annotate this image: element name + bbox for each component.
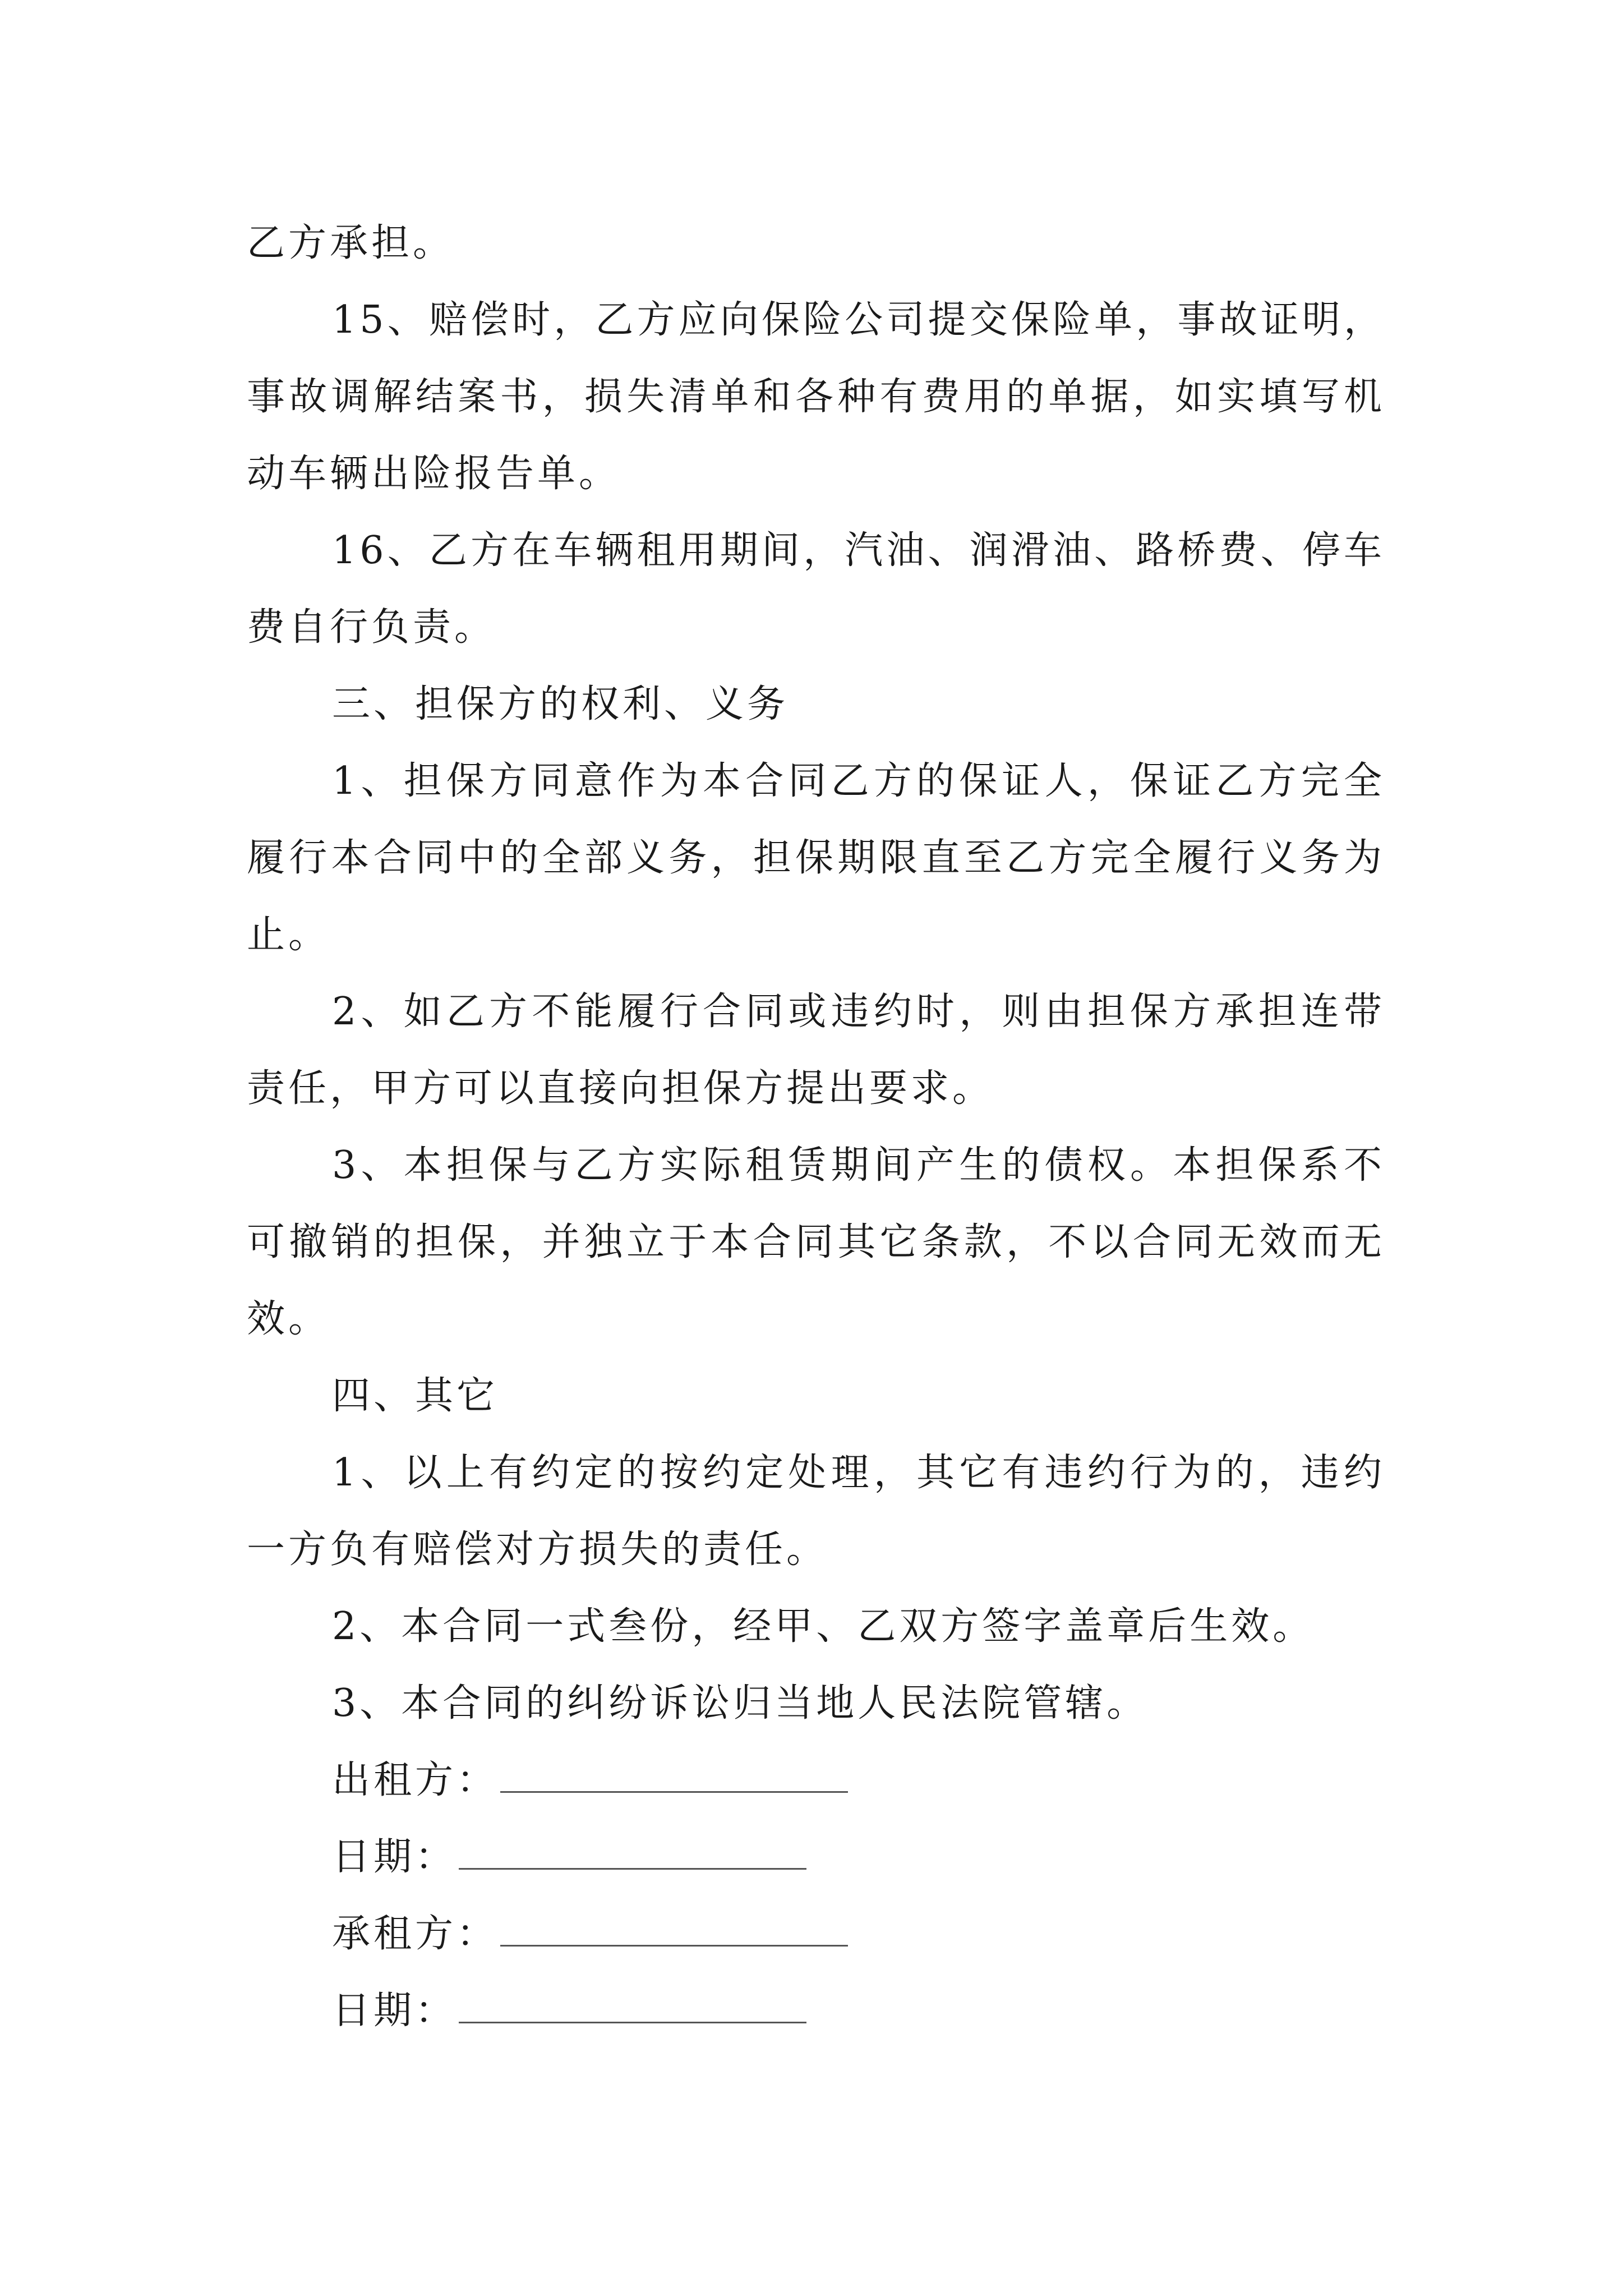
lessee-date-row <box>247 1972 1385 2049</box>
lessee-signature-line[interactable] <box>500 1911 848 1947</box>
other-clause-2: 2、本合同一式叁份，经甲、乙双方签字盖章后生效。 <box>332 1604 1315 1649</box>
section-heading-other: 四、其它 <box>332 1374 499 1418</box>
lessee-date-label: 日期： <box>332 1989 457 2033</box>
lessee-label: 承租方： <box>332 1912 499 1956</box>
lessor-date-line[interactable] <box>459 1834 806 1870</box>
lessor-signature-line[interactable] <box>500 1757 848 1793</box>
lessor-signature-row <box>247 1742 1385 1819</box>
paragraph-continuation: 乙方承担。 <box>247 221 455 265</box>
lessor-date-label: 日期： <box>332 1835 457 1879</box>
clause-16: 16、乙方在车辆租用期间，汽油、润滑油、路桥费、停车费自行负责。 <box>247 528 1385 650</box>
lessor-label: 出租方： <box>332 1758 499 1802</box>
section-heading-guarantor: 三、担保方的权利、义务 <box>332 682 789 726</box>
lessor-date-row <box>247 1819 1385 1895</box>
lessee-signature-row <box>247 1895 1385 1972</box>
guarantor-clause-3: 3、本担保与乙方实际租赁期间产生的债权。本担保系不可撤销的担保，并独立于本合同其它条款，不以合同无效而无效。 <box>247 1143 1385 1341</box>
other-clause-1: 1、以上有约定的按约定处理，其它有违约行为的，违约一方负有赔偿对方损失的责任。 <box>247 1451 1385 1572</box>
lessee-date-line[interactable] <box>459 1988 806 2023</box>
guarantor-clause-1: 1、担保方同意作为本合同乙方的保证人，保证乙方完全履行本合同中的全部义务，担保期限直至乙方完全履行义务为止。 <box>247 759 1385 957</box>
clause-15: 15、赔偿时，乙方应向保险公司提交保险单，事故证明，事故调解结案书，损失清单和各种有费用的单据，如实填写机动车辆出险报告单。 <box>247 298 1385 496</box>
document-body <box>247 205 1385 2049</box>
other-clause-3: 3、本合同的纠纷诉讼归当地人民法院管辖。 <box>332 1681 1149 1726</box>
guarantor-clause-2: 2、如乙方不能履行合同或违约时，则由担保方承担连带责任，甲方可以直接向担保方提出要求。 <box>247 990 1385 1111</box>
